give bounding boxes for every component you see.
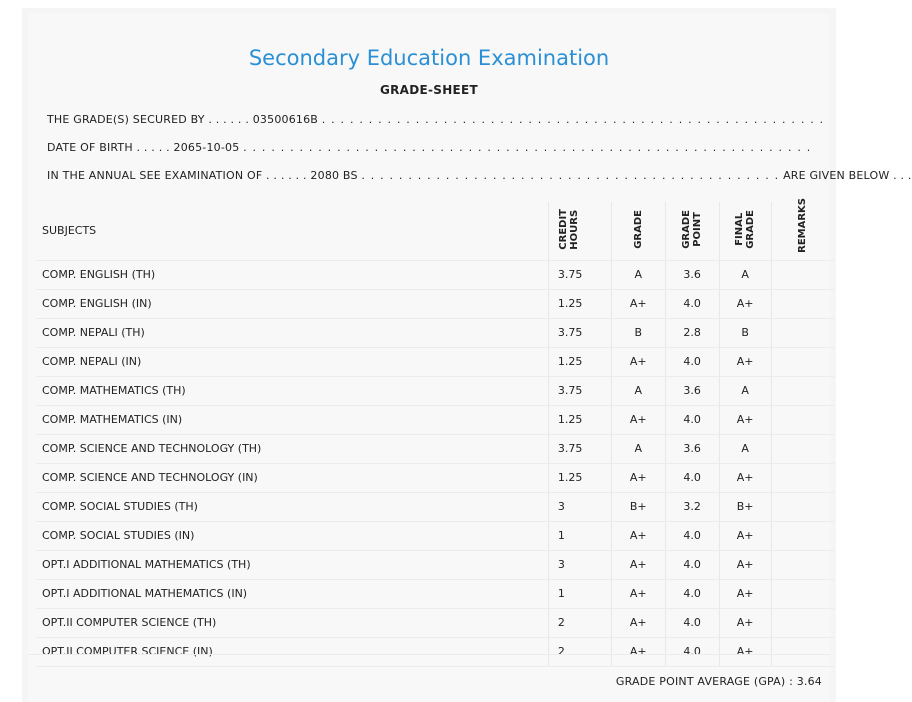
grade-cell: B bbox=[611, 318, 665, 347]
credit-hours-cell: 1.25 bbox=[548, 347, 611, 376]
grade-cell: A bbox=[611, 434, 665, 463]
final-grade-cell: A bbox=[719, 434, 771, 463]
subject-cell: COMP. ENGLISH (TH) bbox=[36, 260, 548, 289]
info-label: DATE OF BIRTH . . . . . bbox=[47, 141, 170, 154]
grade-point-cell: 4.0 bbox=[665, 637, 719, 666]
symbol-number: 03500616B bbox=[252, 113, 319, 126]
header-grade-point-label: GRADE POINT bbox=[681, 210, 704, 249]
header-grade-label: GRADE bbox=[632, 210, 644, 249]
gpa-value: 3.64 bbox=[796, 675, 822, 688]
table-bottom-divider bbox=[28, 654, 830, 655]
gpa-label: GRADE POINT AVERAGE (GPA) : bbox=[615, 675, 793, 688]
grade-point-cell: 4.0 bbox=[665, 463, 719, 492]
remarks-cell bbox=[771, 579, 834, 608]
credit-hours-cell: 1 bbox=[548, 521, 611, 550]
credit-hours-cell: 2 bbox=[548, 608, 611, 637]
info-label: THE GRADE(S) SECURED BY . . . . . . bbox=[47, 113, 250, 126]
remarks-cell bbox=[771, 550, 834, 579]
remarks-cell bbox=[771, 521, 834, 550]
subject-cell: COMP. SCIENCE AND TECHNOLOGY (TH) bbox=[36, 434, 548, 463]
info-line-exam bbox=[47, 169, 912, 182]
grade-cell: B+ bbox=[611, 492, 665, 521]
final-grade-cell: A+ bbox=[719, 608, 771, 637]
credit-hours-cell: 1.25 bbox=[548, 463, 611, 492]
credit-hours-cell: 3.75 bbox=[548, 434, 611, 463]
info-line-date-of-birth bbox=[47, 141, 811, 154]
grade-cell: A+ bbox=[611, 405, 665, 434]
dot-leader: . . . . . . . . . . . . . . . . . . . . . . . . . . . . . . . . . . . . . . . . . . . . . bbox=[361, 169, 780, 182]
table-row bbox=[36, 347, 834, 376]
credit-hours-cell: 2 bbox=[548, 637, 611, 666]
final-grade-cell: A+ bbox=[719, 637, 771, 666]
table-header-row bbox=[36, 202, 834, 260]
header-grade bbox=[611, 202, 665, 260]
grade-cell: A+ bbox=[611, 637, 665, 666]
final-grade-cell: A+ bbox=[719, 521, 771, 550]
grade-point-cell: 4.0 bbox=[665, 550, 719, 579]
grade-cell: A+ bbox=[611, 463, 665, 492]
subject-cell: COMP. SOCIAL STUDIES (TH) bbox=[36, 492, 548, 521]
grade-cell: A bbox=[611, 260, 665, 289]
remarks-cell bbox=[771, 347, 834, 376]
credit-hours-cell: 1.25 bbox=[548, 405, 611, 434]
subject-cell: COMP. NEPALI (IN) bbox=[36, 347, 548, 376]
grade-cell: A+ bbox=[611, 289, 665, 318]
subject-cell: COMP. ENGLISH (IN) bbox=[36, 289, 548, 318]
final-grade-cell: A bbox=[719, 260, 771, 289]
grade-point-cell: 3.2 bbox=[665, 492, 719, 521]
grade-point-cell: 3.6 bbox=[665, 260, 719, 289]
info-line-grades-secured bbox=[47, 113, 824, 126]
table-row bbox=[36, 376, 834, 405]
grade-sheet-heading: GRADE-SHEET bbox=[379, 83, 479, 97]
subject-cell: OPT.I ADDITIONAL MATHEMATICS (TH) bbox=[36, 550, 548, 579]
remarks-cell bbox=[771, 463, 834, 492]
subject-cell: COMP. SCIENCE AND TECHNOLOGY (IN) bbox=[36, 463, 548, 492]
grade-point-cell: 2.8 bbox=[665, 318, 719, 347]
subject-cell: COMP. MATHEMATICS (IN) bbox=[36, 405, 548, 434]
credit-hours-cell: 1 bbox=[548, 579, 611, 608]
info-label: IN THE ANNUAL SEE EXAMINATION OF . . . . . . bbox=[47, 169, 307, 182]
credit-hours-cell: 3 bbox=[548, 550, 611, 579]
remarks-cell bbox=[771, 434, 834, 463]
final-grade-cell: A+ bbox=[719, 289, 771, 318]
remarks-cell bbox=[771, 289, 834, 318]
grade-point-cell: 4.0 bbox=[665, 608, 719, 637]
credit-hours-cell: 3.75 bbox=[548, 260, 611, 289]
remarks-cell bbox=[771, 260, 834, 289]
final-grade-cell: A+ bbox=[719, 347, 771, 376]
dot-leader: . . . . . . . . . . . . . . . . . . . . . . . . . . . . . . . . . . . . . . . . . . . . . . . . . . . . . . bbox=[321, 113, 825, 126]
grades-table bbox=[36, 198, 834, 667]
grade-point-cell: 3.6 bbox=[665, 434, 719, 463]
final-grade-cell: A bbox=[719, 376, 771, 405]
header-final-grade-label: FINAL GRADE bbox=[734, 210, 757, 249]
exam-year: 2080 BS bbox=[310, 169, 358, 182]
header-credit-hours bbox=[548, 202, 611, 260]
header-subjects-label: SUBJECTS bbox=[42, 224, 97, 238]
remarks-cell bbox=[771, 637, 834, 666]
grade-cell: A+ bbox=[611, 521, 665, 550]
header-remarks bbox=[771, 198, 834, 260]
dot-leader: . . . . . . . . . . . . . . . . . . . . . . . . . . . . . . . . . . . . . . . . . . . . . . . . . . . . . . . . . . . . . bbox=[243, 141, 812, 154]
table-row bbox=[36, 637, 834, 666]
header-remarks-label: REMARKS bbox=[797, 198, 809, 253]
grades-table-body bbox=[36, 260, 834, 666]
table-row bbox=[36, 289, 834, 318]
final-grade-cell: B bbox=[719, 318, 771, 347]
exam-title: Secondary Education Examination bbox=[248, 46, 610, 70]
grade-cell: A bbox=[611, 376, 665, 405]
grade-sheet-panel bbox=[28, 14, 912, 702]
final-grade-cell: A+ bbox=[719, 579, 771, 608]
table-row bbox=[36, 463, 834, 492]
header-grade-point bbox=[665, 202, 719, 260]
grade-point-cell: 4.0 bbox=[665, 579, 719, 608]
final-grade-cell: A+ bbox=[719, 550, 771, 579]
final-grade-cell: B+ bbox=[719, 492, 771, 521]
grade-cell: A+ bbox=[611, 608, 665, 637]
grade-point-cell: 4.0 bbox=[665, 521, 719, 550]
table-row bbox=[36, 608, 834, 637]
grade-sheet-container bbox=[22, 8, 912, 702]
grade-cell: A+ bbox=[611, 347, 665, 376]
subject-cell: COMP. MATHEMATICS (TH) bbox=[36, 376, 548, 405]
credit-hours-cell: 1.25 bbox=[548, 289, 611, 318]
final-grade-cell: A+ bbox=[719, 405, 771, 434]
subject-cell: COMP. SOCIAL STUDIES (IN) bbox=[36, 521, 548, 550]
grade-point-cell: 3.6 bbox=[665, 376, 719, 405]
header-credit-hours-label: CREDIT HOURS bbox=[557, 209, 580, 250]
subject-cell: OPT.II COMPUTER SCIENCE (IN) bbox=[36, 637, 548, 666]
remarks-cell bbox=[771, 608, 834, 637]
credit-hours-cell: 3 bbox=[548, 492, 611, 521]
grade-point-cell: 4.0 bbox=[665, 347, 719, 376]
grade-point-cell: 4.0 bbox=[665, 289, 719, 318]
table-row bbox=[36, 318, 834, 347]
grade-cell: A+ bbox=[611, 550, 665, 579]
credit-hours-cell: 3.75 bbox=[548, 376, 611, 405]
subject-cell: OPT.II COMPUTER SCIENCE (TH) bbox=[36, 608, 548, 637]
info-label-suffix: ARE GIVEN BELOW . . . bbox=[783, 169, 912, 182]
remarks-cell bbox=[771, 318, 834, 347]
gpa-summary bbox=[616, 675, 822, 688]
table-row bbox=[36, 550, 834, 579]
subject-cell: OPT.I ADDITIONAL MATHEMATICS (IN) bbox=[36, 579, 548, 608]
grade-cell: A+ bbox=[611, 579, 665, 608]
date-of-birth: 2065-10-05 bbox=[173, 141, 240, 154]
remarks-cell bbox=[771, 376, 834, 405]
credit-hours-cell: 3.75 bbox=[548, 318, 611, 347]
table-row bbox=[36, 434, 834, 463]
remarks-cell bbox=[771, 405, 834, 434]
grade-point-cell: 4.0 bbox=[665, 405, 719, 434]
table-row bbox=[36, 405, 834, 434]
remarks-cell bbox=[771, 492, 834, 521]
subject-cell: COMP. NEPALI (TH) bbox=[36, 318, 548, 347]
final-grade-cell: A+ bbox=[719, 463, 771, 492]
table-row bbox=[36, 521, 834, 550]
table-row bbox=[36, 492, 834, 521]
table-row bbox=[36, 260, 834, 289]
table-row bbox=[36, 579, 834, 608]
header-final-grade bbox=[719, 202, 771, 260]
header-subjects bbox=[36, 202, 548, 260]
